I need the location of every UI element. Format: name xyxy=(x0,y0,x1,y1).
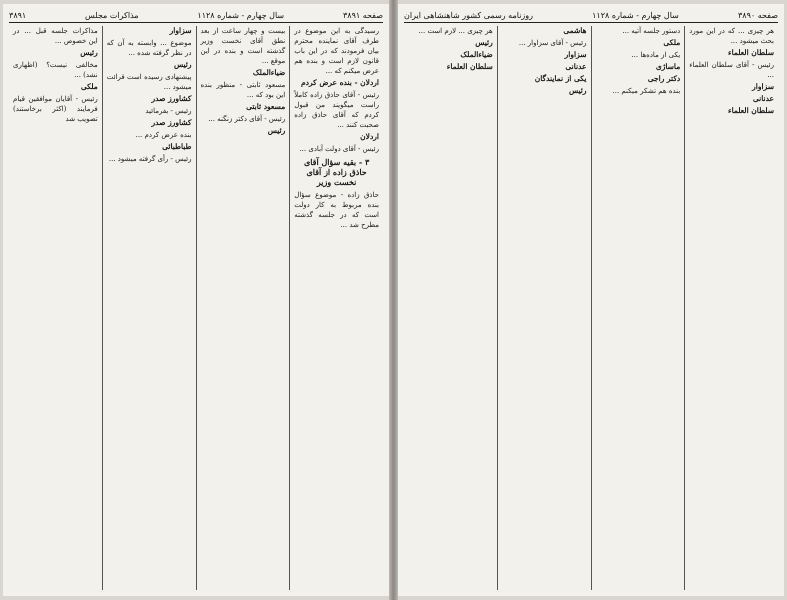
text-paragraph: رئیس - آقای حاذق زاده کاملاً راست میگویند من قبول کردم که آقای حاذق زاده صحبت کنند ... xyxy=(294,91,379,129)
text-paragraph: هر چیزی ... لازم است ... xyxy=(418,27,493,35)
right-col-4 xyxy=(404,26,497,590)
right-page xyxy=(398,4,784,596)
speaker-heading: عدنانی xyxy=(752,94,774,103)
speaker-heading: ملکی xyxy=(80,82,98,91)
speaker-heading: سزاوار xyxy=(752,82,774,91)
text-paragraph: پیشنهادی رسیده است قرائت میشود ... xyxy=(106,73,192,91)
speaker-heading: ضیاءالملک xyxy=(460,50,493,59)
left-page xyxy=(3,4,389,596)
text-paragraph: رئیس - آقای دولت آبادی ... xyxy=(299,145,379,153)
right-col-1 xyxy=(684,26,778,590)
speaker-heading: ضیاءالملک xyxy=(252,68,286,77)
right-page-header xyxy=(404,8,778,23)
text-paragraph: رئیس - آقای سلطان العلماء ... xyxy=(689,61,774,79)
speaker-heading: ملکی xyxy=(663,38,681,47)
speaker-heading: یکی از نمایندگان xyxy=(534,74,587,83)
speaker-heading: اردلان - بنده عرض کردم xyxy=(301,78,379,87)
left-page-label: صفحه ۳۸۹۱ xyxy=(342,10,383,20)
speaker-heading: سلطان العلماء xyxy=(728,106,774,115)
text-paragraph: بیست و چهار ساعت از بعد نطق آقای نخست وزیر گذشته است و بنده در این موقع ... xyxy=(200,27,286,65)
speaker-heading: رئیس xyxy=(475,38,493,47)
left-page-columns xyxy=(9,26,383,590)
speaker-heading: ماساژی xyxy=(655,62,681,71)
speaker-heading: دکتر راجی xyxy=(647,74,681,83)
text-paragraph: مخالفی نیست؟ (اظهاری نشد) ... xyxy=(13,61,98,79)
right-page-columns xyxy=(404,26,778,590)
speaker-heading: اردلان xyxy=(360,132,379,141)
text-paragraph: مذاکرات جلسه قبل ... در این خصوص ... xyxy=(13,27,98,45)
speaker-heading: رئیس xyxy=(267,126,286,135)
speaker-heading: سزاوار xyxy=(564,50,587,59)
speaker-heading: رئیس xyxy=(568,86,587,95)
speaker-heading: سلطان العلماء xyxy=(728,48,774,57)
section-title: ۳ - بقیه سؤال آقای حاذق زاده از آقای نخست وزیر xyxy=(303,157,370,187)
speaker-heading: رئیس xyxy=(80,48,98,57)
text-paragraph: مسعود ثابتی - منظور بنده این بود که ... xyxy=(200,81,286,99)
text-paragraph: هر چیزی ... که در این مورد بحث میشود ... xyxy=(689,27,774,45)
right-page-label: صفحه ۳۸۹۰ xyxy=(737,10,778,20)
text-paragraph: بنده عرض کردم ... xyxy=(135,131,192,139)
text-paragraph: رئیس - بفرمائید xyxy=(145,107,192,115)
text-paragraph: بنده هم تشکر میکنم ... xyxy=(612,87,681,95)
binding-gutter xyxy=(389,0,398,600)
left-page-header xyxy=(9,8,383,23)
text-paragraph: دستور جلسه آتیه ... xyxy=(622,27,681,35)
left-col-4 xyxy=(9,26,102,590)
text-paragraph: رئیس - آقای دکتر زنگنه ... xyxy=(208,115,286,123)
speaker-heading: کشاورز صدر xyxy=(151,118,192,127)
speaker-heading: کشاورز صدر xyxy=(151,94,192,103)
right-page-session: سال چهارم - شماره ۱۱۲۸ xyxy=(592,10,679,20)
text-paragraph: موضوع ... وابسته به آن که در نظر گرفته شده ... xyxy=(106,39,192,57)
text-paragraph: رسیدگی به این موضوع در طرف آقای نماینده محترم بیان فرمودند که در این باب قانون لازم است و بنده هم عرض میکنم که ... xyxy=(294,27,379,75)
left-page-number: ۳۸۹۱ xyxy=(9,10,27,20)
speaker-heading: طباطبائی xyxy=(162,142,192,151)
left-page-session: سال چهارم - شماره ۱۱۲۸ xyxy=(197,10,285,20)
text-paragraph: رئیس - آقای سزاوار ... xyxy=(518,39,587,47)
speaker-heading: سزاوار xyxy=(169,26,192,35)
right-col-3 xyxy=(497,26,591,590)
text-paragraph: یکی از ماده‌ها ... xyxy=(631,51,681,59)
text-paragraph: رئیس - رأی گرفته میشود ... xyxy=(108,155,192,163)
speaker-heading: مسعود ثابتی xyxy=(246,102,286,111)
left-col-1 xyxy=(289,26,383,590)
right-col-2 xyxy=(591,26,685,590)
speaker-heading: هاشمی xyxy=(563,26,587,35)
left-col-3 xyxy=(102,26,196,590)
speaker-heading: رئیس xyxy=(173,60,192,69)
speaker-heading: سلطان العلماء xyxy=(446,62,493,71)
text-paragraph: رئیس - آقایان موافقین قیام فرمایند (اکثر برخاستند) تصویب شد xyxy=(13,95,98,123)
left-page-title: مذاکرات مجلس xyxy=(85,10,139,20)
speaker-heading: عدنانی xyxy=(565,62,587,71)
left-col-2 xyxy=(196,26,290,590)
right-page-title: روزنامه رسمی کشور شاهنشاهی ایران xyxy=(404,10,534,20)
text-paragraph: حاذق زاده - موضوع سؤال بنده مربوط به کار دولت است که در جلسه گذشته مطرح شد ... xyxy=(294,191,379,229)
